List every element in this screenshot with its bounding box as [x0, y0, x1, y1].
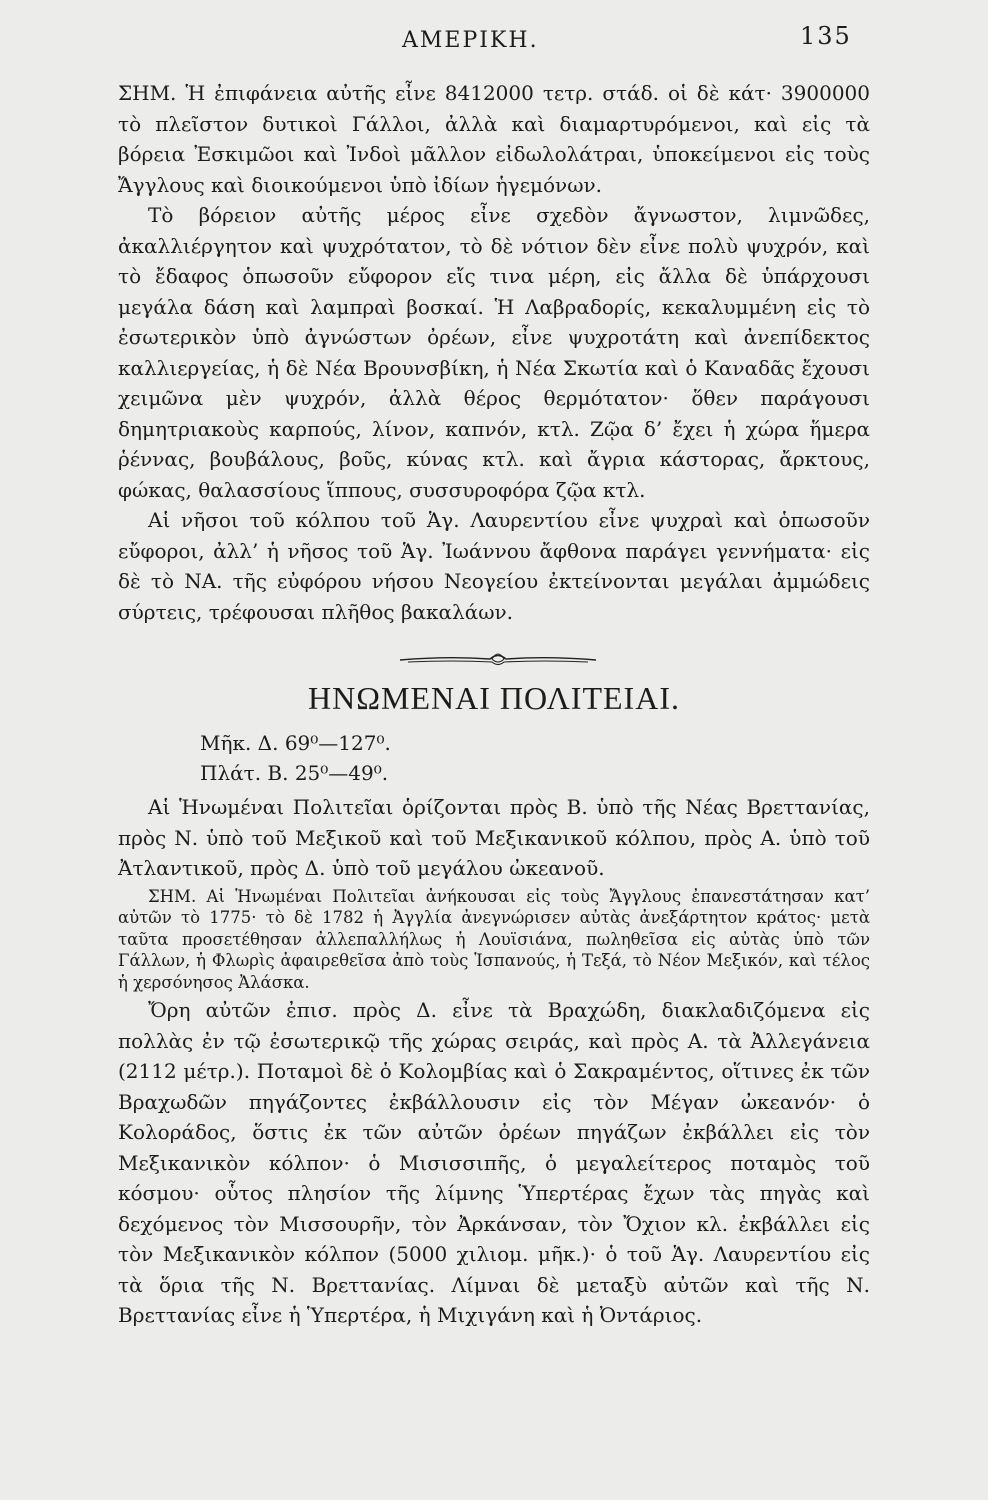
page-number: 135 — [800, 22, 852, 50]
note-paragraph-area: ΣΗΜ. Ἡ ἐπιφάνεια αὐτῆς εἶνε 8412000 τετρ. στάδ. οἱ δὲ κάτ· 3900000 τὸ πλεῖστον δυτικοὶ Γάλλοι, ἀλλὰ καὶ διαμαρτυρόμενοι, καὶ εἰς τὰ βόρεια Ἐσκιμῶοι καὶ Ἰνδοὶ μᾶλλον εἰδωλολάτραι, ὑποκείμενοι εἰς τοὺς Ἄγγλους καὶ διοικούμενοι ὑπὸ ἰδίων ἡγεμόνων. — [118, 81, 870, 197]
paragraph-mountains-rivers: Ὄρη αὐτῶν ἐπισ. πρὸς Δ. εἶνε τὰ Βραχώδη, διακλαδιζόμενα εἰς πολλὰς ἐν τῷ ἐσωτερικῷ τῆς χώρας σειράς, καὶ πρὸς Α. τὰ Ἀλλεγάνεια (2112 μέτρ.). Ποταμοὶ δὲ ὁ Κολομβίας καὶ ὁ Σακραμέντος, οἵτινες ἐκ τῶν Βραχωδῶν πηγάζοντες ἐκβάλλουσιν εἰς τὸν Μέγαν ὠκεανόν· ὁ Κολοράδος, ὅστις ἐκ τῶν αὐτῶν ὀρέων πηγάζων ἐκβάλλει εἰς τὸν Μεξικανικὸν κόλπον· ὁ Μισισσιπῆς, ὁ μεγαλείτερος ποταμὸς τοῦ κόσμου· οὗτος πλησίον τῆς λίμνης Ὑπερτέρας ἔχων τὰς πηγὰς καὶ δεχόμενος τὸν Μισσουρῆν, τὸν Ἀρκάνσαν, τὸν Ὄχιον κλ. ἐκβάλλει εἰς τὸν Μεξικανικὸν κόλπον (5000 χιλιομ. μῆκ.)· ὁ τοῦ Ἁγ. Λαυρεντίου εἰς τὰ ὅρια τῆς Ν. Βρεττανίας. Λίμναι δὲ μεταξὺ αὐτῶν καὶ τῆς Ν. Βρεττανίας εἶνε ἡ Ὑπερτέρα, ἡ Μιχιγάνη καὶ ἡ Ὀντάριος. — [118, 998, 870, 1327]
paragraph-climate-fauna: Τὸ βόρειον αὐτῆς μέρος εἶνε σχεδὸν ἄγνωστον, λιμνῶδες, ἀκαλλιέργητον καὶ ψυχρότατον, τὸ δὲ νότιον δὲν εἶνε πολὺ ψυχρόν, καὶ τὸ ἔδαφος ὁπωσοῦν εὔφορον εἴς τινα μέρη, εἰς ἄλλα δὲ ὑπάρχουσι μεγάλα δάση καὶ λαμπραὶ βοσκαί. Ἡ Λαβραδορίς, κεκαλυμμένη εἰς τὸ ἐσωτερικὸν ὑπὸ ἀγνώστων ὀρέων, εἶνε ψυχροτάτη καὶ ἀνεπίδεκτος καλλιεργείας, ἡ δὲ Νέα Βρουνσβίκη, ἡ Νέα Σκωτία καὶ ὁ Καναδᾶς ἔχουσι χειμῶνα μὲν ψυχρόν, ἀλλὰ θέρος θερμότατον· ὅθεν παράγουσι δημητριακοὺς καρπούς, λίνον, καπνόν, κτλ. Ζῷα δ’ ἔχει ἡ χώρα ἥμερα ῥέννας, βουβάλους, βοῦς, κύνας κτλ. καὶ ἄγρια κάστορας, ἄρκτους, φώκας, θαλασσίους ἵππους, συσσυροφόρα ζῷα κτλ. — [118, 203, 870, 502]
running-title: ΑΜΕΡΙΚΗ. — [402, 28, 539, 53]
ornament-divider-icon — [398, 650, 598, 670]
note-paragraph-history: ΣΗΜ. Αἱ Ἡνωμέναι Πολιτεῖαι ἀνήκουσαι εἰς τοὺς Ἄγγλους ἐπανεστάτησαν κατ’ αὐτῶν τὸ 1775· τὸ δὲ 1782 ἡ Ἀγγλία ἀνεγνώρισεν αὐτὰς ἀνεξάρτητον κράτος· μετὰ ταῦτα προσετέθησαν ἀλλεπαλλήλως ἡ Λουϊσιάνα, πωληθεῖσα εἰς αὐτὰς ὑπὸ τῶν Γάλλων, ἡ Φλωρὶς ἀφαιρεθεῖσα ἀπὸ τοὺς Ἱσπανούς, ἡ Τεξά, τὸ Νέον Μεξικόν, καὶ τέλος ἡ χερσόνησος Ἀλάσκα. — [118, 886, 870, 992]
paragraph-islands: Αἱ νῆσοι τοῦ κόλπου τοῦ Ἁγ. Λαυρεντίου εἶνε ψυχραὶ καὶ ὁπωσοῦν εὔφοροι, ἀλλ’ ἡ νῆσος τοῦ Ἁγ. Ἰωάννου ἄφθονα παράγει γεννήματα· εἰς δὲ τὸ ΝΑ. τῆς εὐφόρου νήσου Νεογείου ἐκτείνονται μεγάλαι ἀμμώδεις σύρτεις, τρέφουσαι πλῆθος βακαλάων. — [118, 508, 870, 624]
paragraph-borders: Αἱ Ἡνωμέναι Πολιτεῖαι ὁρίζονται πρὸς Β. ὑπὸ τῆς Νέας Βρεττανίας, πρὸς Ν. ὑπὸ τοῦ Μεξικοῦ καὶ τοῦ Μεξικανικοῦ κόλπου, πρὸς Α. ὑπὸ τοῦ Ἀτλαντικοῦ, πρὸς Δ. ὑπὸ τοῦ μεγάλου ὠκεανοῦ. — [118, 795, 870, 880]
coordinates-block — [200, 728, 391, 788]
latitude-line: Πλάτ. Β. 25⁰—49⁰. — [200, 761, 389, 785]
page-header — [0, 14, 988, 54]
continent-text — [118, 78, 870, 627]
longitude-line: Μῆκ. Δ. 69⁰—127⁰. — [200, 731, 391, 755]
section-title: ΗΝΩΜΕΝΑΙ ΠΟΛΙΤΕΙΑΙ. — [308, 680, 680, 716]
united-states-text — [118, 792, 870, 1331]
